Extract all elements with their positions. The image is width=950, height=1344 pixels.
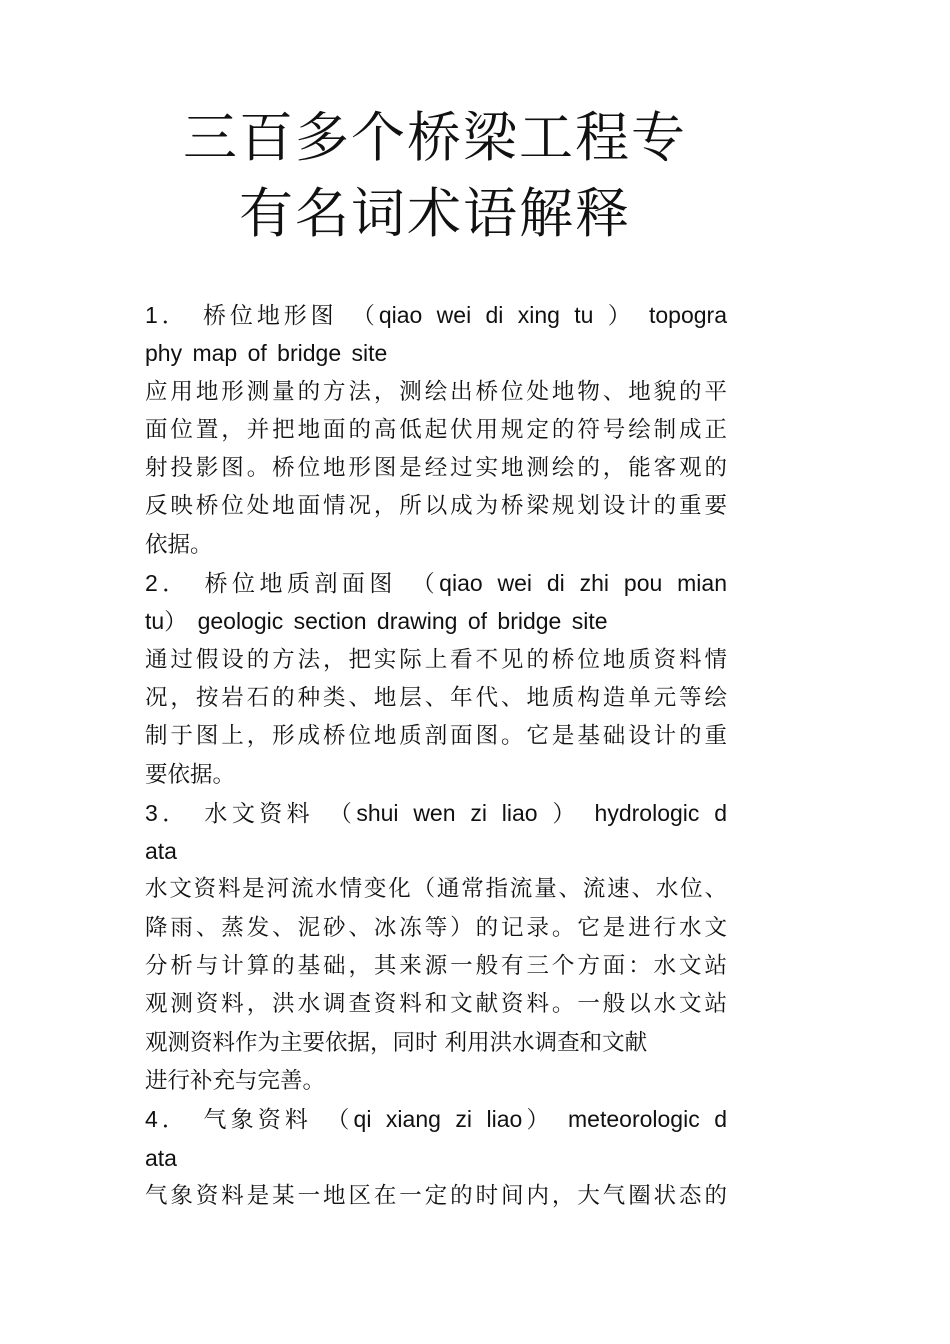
term-heading-line: 1． 桥位地形图 （qiao wei di xing tu ） topogra [145,302,727,328]
term-heading-line: 3． 水文资料 （shui wen zi liao ） hydrologic d [145,799,727,826]
term-heading-line: tu） geologic section drawing of bridge site [145,608,608,635]
term-heading-line: 4． 气象资料 （qi xiang zi liao） meteorologic d [145,1106,727,1133]
paragraph-line: 况，按岩石的种类、地层、年代、地质构造单元等绘 [145,684,727,711]
paragraph-line: 面位置，并把地面的高低起伏用规定的符号绘制成正 [145,416,727,443]
term-heading-line: ata [145,838,177,865]
term-heading-line: 2． 桥位地质剖面图 （qiao wei di zhi pou mian [145,570,727,597]
paragraph-line: 应用地形测量的方法，测绘出桥位处地物、地貌的平 [145,378,727,405]
paragraph-line: 要依据。 [145,761,236,788]
paragraph-line: 制于图上，形成桥位地质剖面图。它是基础设计的重 [145,723,727,750]
document-title-line-2: 有名词术语解释 [239,182,631,245]
document-body [145,296,727,1215]
paragraph-line: 观测资料作为主要依据，同时 利用洪水调查和文献 [145,1029,648,1056]
term-heading-line: ata [145,1144,177,1171]
paragraph-line: 射投影图。桥位地形图是经过实地测绘的，能客观的 [145,455,727,482]
paragraph-line: 通过假设的方法，把实际上看不见的桥位地质资料情 [145,646,727,673]
paragraph-line: 降雨、蒸发、泥砂、冰冻等）的记录。它是进行水文 [145,914,727,941]
paragraph-line: 进行补充与完善。 [145,1067,326,1094]
paragraph-line: 气象资料是某一地区在一定的时间内，大气圈状态的 [145,1182,727,1209]
term-heading-line: phy map of bridge site [145,340,388,367]
paragraph-line: 观测资料，洪水调查资料和文献资料。一般以水文站 [145,991,727,1018]
paragraph-line: 反映桥位处地面情况，所以成为桥梁规划设计的重要 [145,493,727,520]
paragraph-line: 水文资料是河流水情变化（通常指流量、流速、水位、 [145,876,727,903]
document-title-line-1: 三百多个桥梁工程专 [183,106,687,169]
paragraph-line: 分析与计算的基础，其来源一般有三个方面：水文站 [145,953,727,980]
paragraph-line: 依据。 [145,531,213,558]
